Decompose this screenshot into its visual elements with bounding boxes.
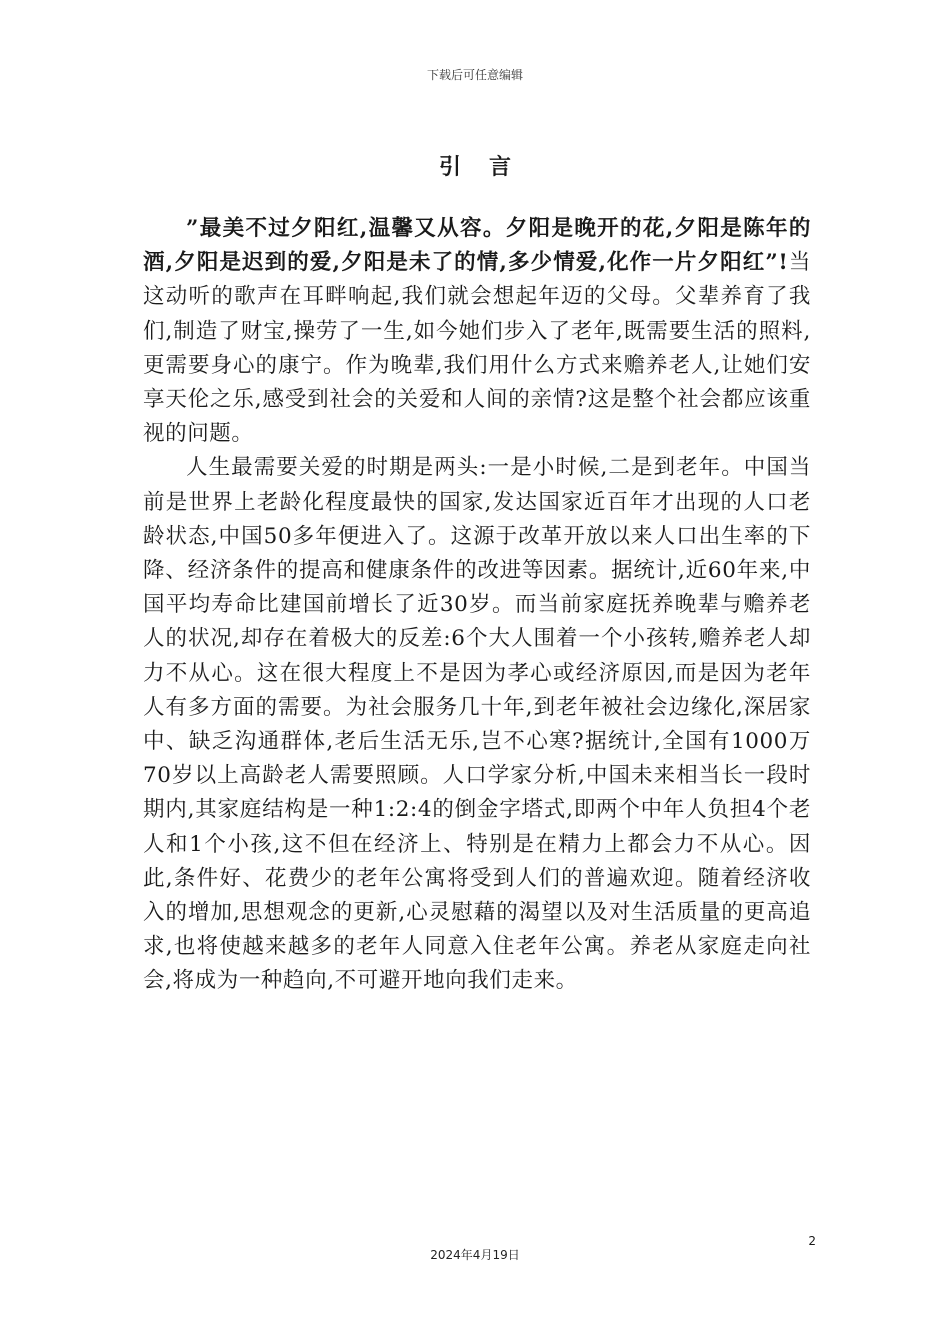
page-number: 2 [808,1234,816,1248]
paragraph-1-text: 当这动听的歌声在耳畔响起,我们就会想起年迈的父母。父辈养育了我们,制造了财宝,操劳了一生,如今她们步入了老年,既需要生活的照料,更需要身心的康宁。作为晚辈,我们用什么方式来赡养老人,让她们安享天伦之乐,感受到社会的关爱和人间的亲情?这是整个社会都应该重视的问题。 [143,250,811,447]
page-footer-date: 2024年4月19日 [430,1248,520,1262]
paragraph-1 [143,212,811,451]
document-body [143,212,811,999]
bold-lead-quote: ”最美不过夕阳红,温馨又从容。夕阳是晚开的花,夕阳是陈年的酒,夕阳是迟到的爱,夕阳是未了的情,多少情爱,化作一片夕阳红”! [143,216,811,276]
page-header: 下载后可任意编辑 [426,68,523,82]
paragraph-2: 人生最需要关爱的时期是两头:一是小时候,二是到老年。中国当前是世界上老龄化程度最快的国家,发达国家近百年才出现的人口老龄状态,中国50多年便进入了。这源于改革开放以来人口出生率的下降、经济条件的提高和健康条件的改进等因素。据统计,近60年来,中国平均寿命比建国前增长了近30岁。而当前家庭抚养晚辈与赡养老人的状况,却存在着极大的反差:6个大人围着一个小孩转,赡养老人却力不从心。这在很大程度上不是因为孝心或经济原因,而是因为老年人有多方面的需要。为社会服务几十年,到老年被社会边缘化,深居家中、缺乏沟通群体,老后生活无乐,岂不心寒?据统计,全国有1000万70岁以上高龄老人需要照顾。人口学家分析,中国未来相当长一段时期内,其家庭结构是一种1:2:4的倒金字塔式,即两个中年人负担4个老人和1个小孩,这不但在经济上、特别是在精力上都会力不从心。因此,条件好、花费少的老年公寓将受到人们的普遍欢迎。随着经济收入的增加,思想观念的更新,心灵慰藉的渴望以及对生活质量的更高追求,也将使越来越多的老年人同意入住老年公寓。养老从家庭走向社会,将成为一种趋向,不可避开地向我们走来。 [143,455,811,994]
page-title: 引言 [438,154,539,180]
